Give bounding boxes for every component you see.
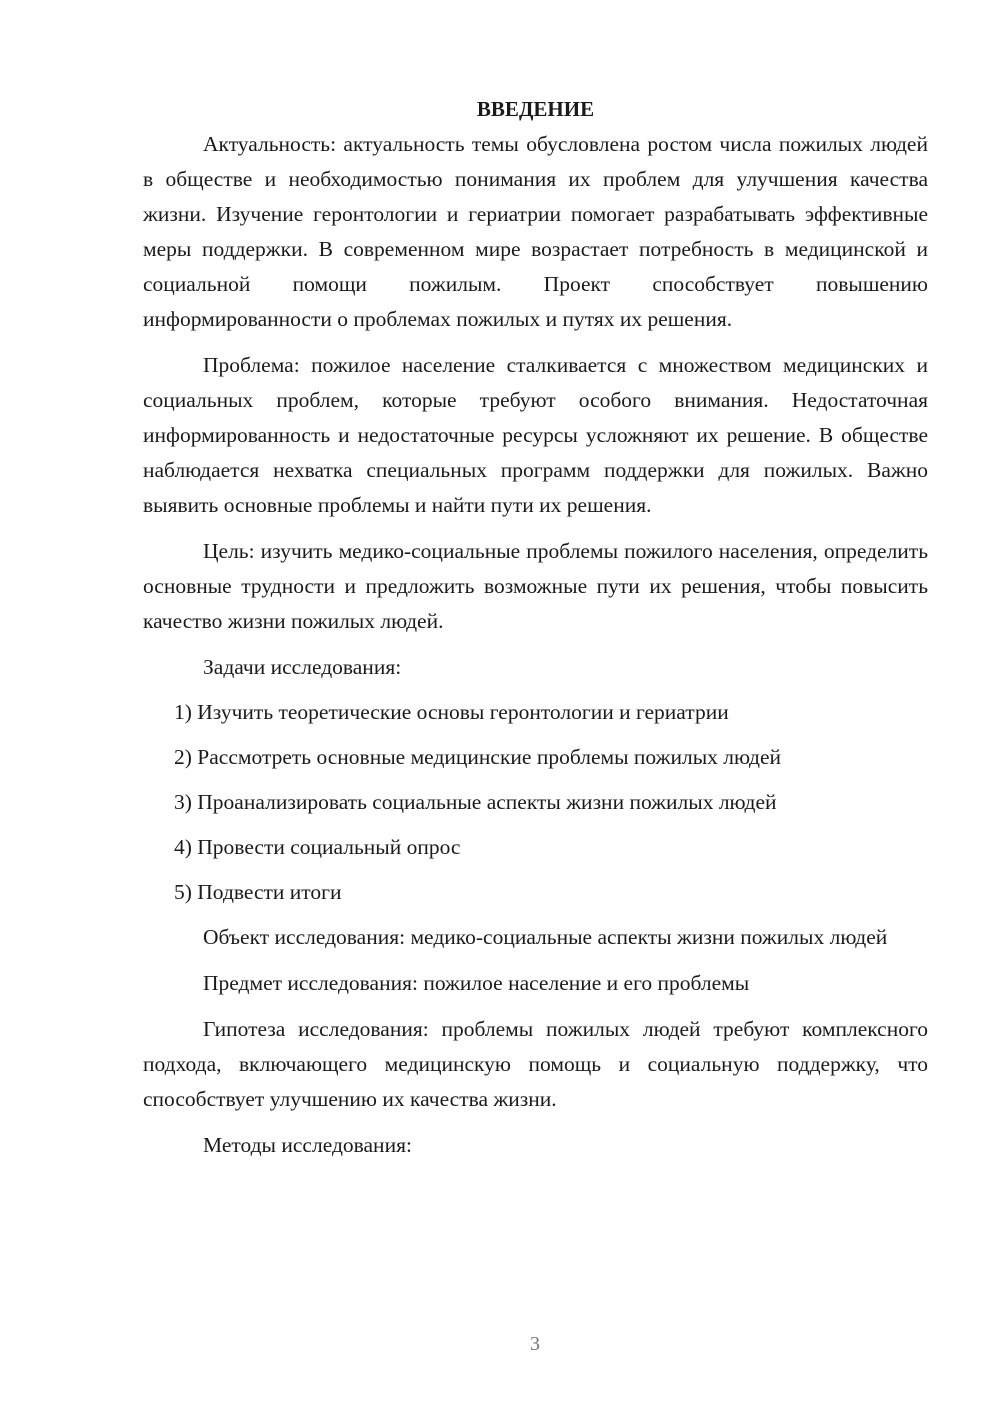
paragraph-problem: Проблема: пожилое население сталкивается с множеством медицинских и социальных проблем, которые требуют особого внимания. Недостаточная информированность и недостаточные ресурсы усложняют их решение. В обществе наблюдается нехватка специальных программ поддержки для пожилых. Важно выявить основные проблемы и найти пути их решения. xyxy=(143,353,928,517)
section-title: ВВЕДЕНИЕ xyxy=(476,97,595,121)
task-item-1: 1) Изучить теоретические основы геронтологии и гериатрии xyxy=(174,700,729,724)
document-page xyxy=(143,92,928,1163)
paragraph-subject: Предмет исследования: пожилое население и его проблемы xyxy=(203,971,750,995)
paragraph-relevance: Актуальность: актуальность темы обусловлена ростом числа пожилых людей в обществе и необходимостью понимания их проблем для улучшения качества жизни. Изучение геронтологии и гериатрии помогает разрабатывать эффективные меры поддержки. В современном мире возрастает потребность в медицинской и социальной помощи пожилым. Проект способствует повышению информированности о проблемах пожилых и путях их решения. xyxy=(143,132,928,331)
paragraph-hypothesis: Гипотеза исследования: проблемы пожилых людей требуют комплексного подхода, включающего медицинскую помощь и социальную поддержку, что способствует улучшению их качества жизни. xyxy=(143,1017,928,1111)
task-item-4: 4) Провести социальный опрос xyxy=(174,835,461,859)
task-item-5: 5) Подвести итоги xyxy=(174,880,342,904)
task-item-3: 3) Проанализировать социальные аспекты жизни пожилых людей xyxy=(174,790,777,814)
paragraph-object: Объект исследования: медико-социальные аспекты жизни пожилых людей xyxy=(203,925,888,949)
tasks-heading: Задачи исследования: xyxy=(203,655,402,679)
task-item-2: 2) Рассмотреть основные медицинские проблемы пожилых людей xyxy=(174,745,781,769)
paragraph-goal: Цель: изучить медико-социальные проблемы пожилого населения, определить основные трудности и предложить возможные пути их решения, чтобы повысить качество жизни пожилых людей. xyxy=(143,539,928,633)
page-number: 3 xyxy=(530,1333,540,1355)
methods-heading: Методы исследования: xyxy=(203,1133,412,1157)
